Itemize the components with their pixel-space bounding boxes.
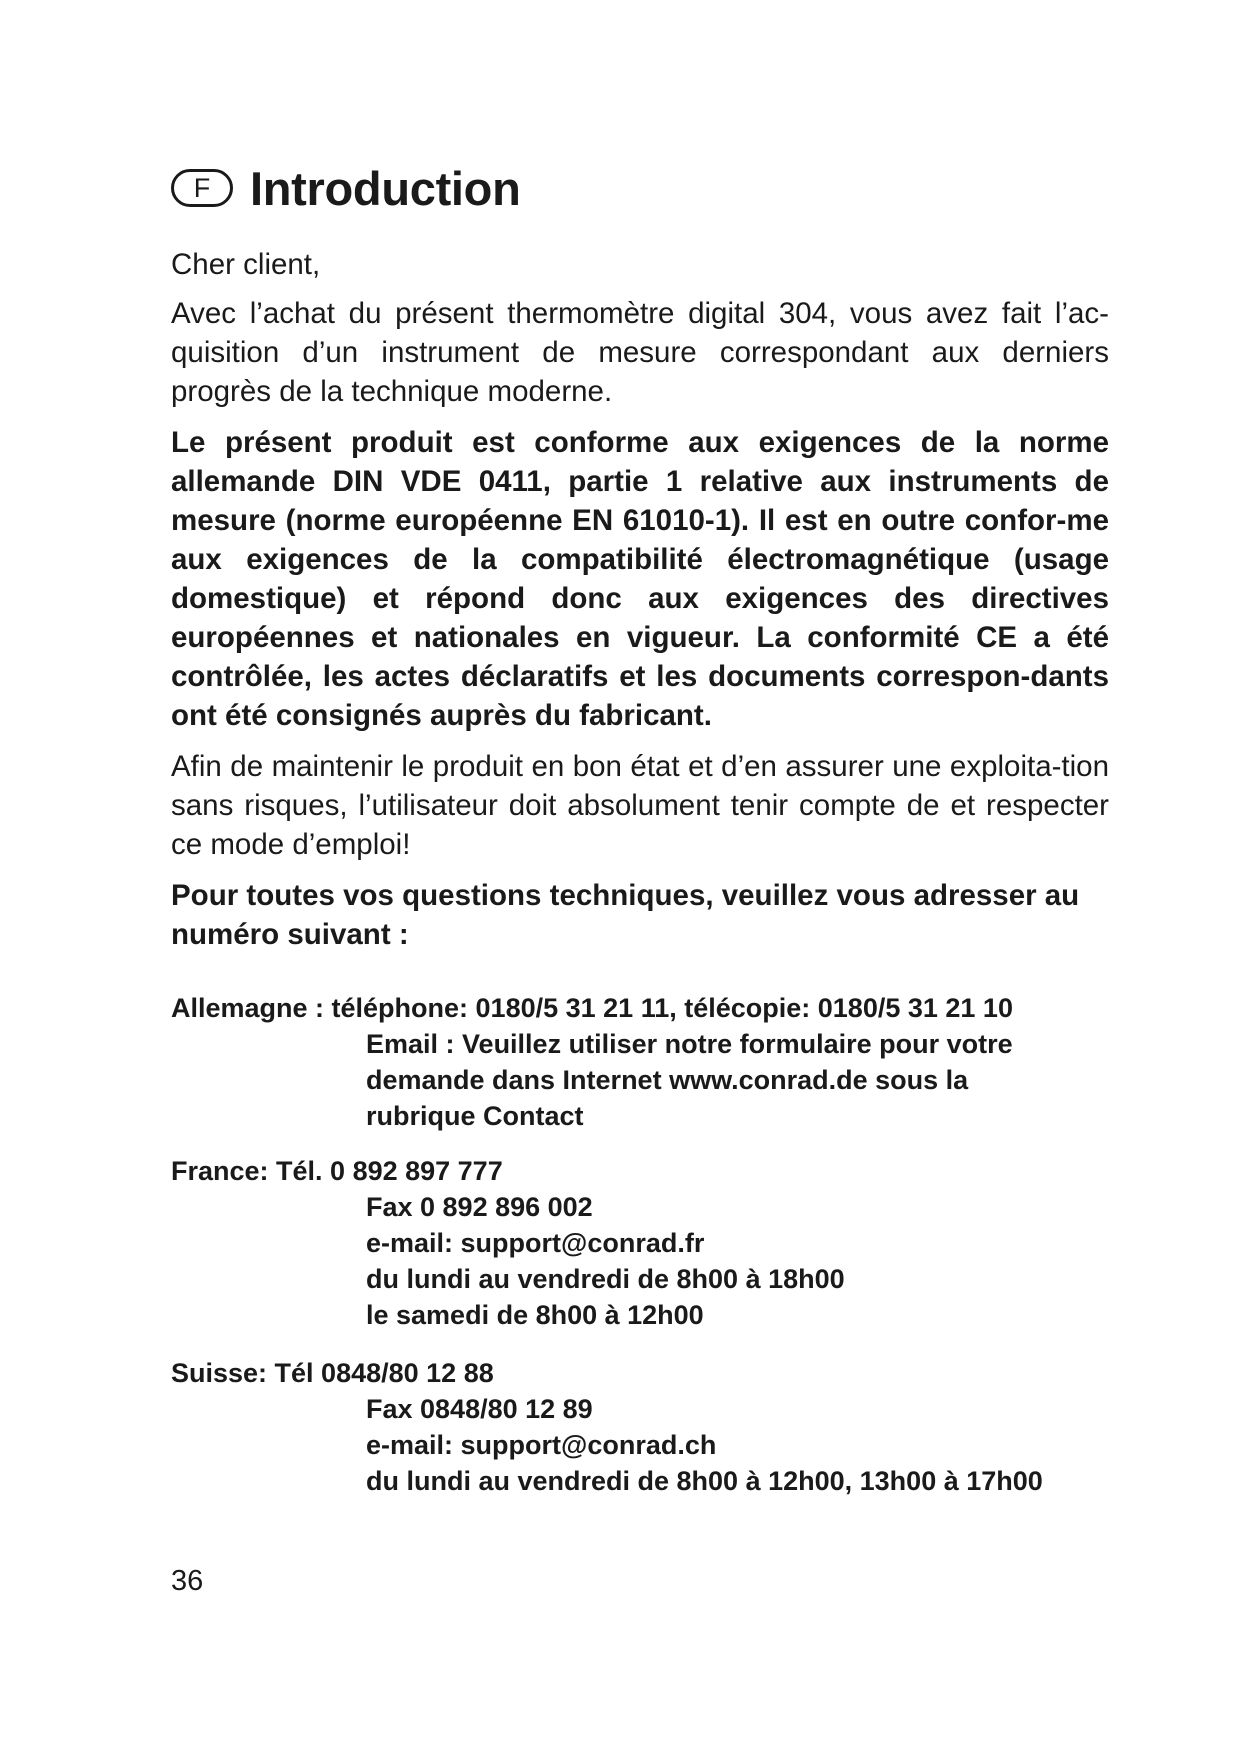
germany-web-line: demande dans Internet www.conrad.de sous la <box>366 1065 969 1095</box>
switzerland-fax: Fax 0848/80 12 89 <box>366 1394 593 1424</box>
france-email: e-mail: support@conrad.fr <box>366 1228 705 1258</box>
switzerland-email: e-mail: support@conrad.ch <box>366 1430 717 1460</box>
page-number: 36 <box>171 1565 204 1597</box>
france-saturday-hours: le samedi de 8h00 à 12h00 <box>366 1300 704 1330</box>
contact-switzerland <box>171 1355 1131 1499</box>
page-title: Introduction <box>250 161 521 215</box>
switzerland-hours: du lundi au vendredi de 8h00 à 12h00, 13h00 à 17h00 <box>366 1466 1043 1496</box>
language-badge: F <box>171 169 233 207</box>
germany-email-line: Email : Veuillez utiliser notre formulaire pour votre <box>366 1029 1013 1059</box>
salutation: Cher client, <box>171 248 321 281</box>
contact-list <box>171 990 1131 1499</box>
france-phone: France: Tél. 0 892 897 777 <box>171 1156 503 1186</box>
conformity-paragraph: Le présent produit est conforme aux exigences de la norme allemande DIN VDE 0411, partie 1 relative aux instruments de mesure (norme européenne EN 61010-1). Il est en outre confor-me aux exigences de la compatibilité électromagnétique (usage domestique) et répond donc aux exigences des directives européennes et nationales en vigueur. La conformité CE a été contrôlée, les actes déclaratifs et les documents correspon-dants ont été consignés auprès du fabricant. <box>171 426 1109 732</box>
section-heading <box>171 156 521 220</box>
france-weekday-hours: du lundi au vendredi de 8h00 à 18h00 <box>366 1264 845 1294</box>
usage-paragraph: Afin de maintenir le produit en bon état et d’en assurer une exploita-tion sans risques, l’utilisateur doit absolument tenir compte de et respecter ce mode d’emploi! <box>171 750 1109 861</box>
france-fax: Fax 0 892 896 002 <box>366 1192 593 1222</box>
contact-france <box>171 1153 1131 1333</box>
germany-contact-line: rubrique Contact <box>366 1101 584 1131</box>
germany-phone-fax: Allemagne : téléphone: 0180/5 31 21 11, télécopie: 0180/5 31 21 10 <box>171 993 1013 1023</box>
switzerland-phone: Suisse: Tél 0848/80 12 88 <box>171 1358 494 1388</box>
intro-paragraph: Avec l’achat du présent thermomètre digital 304, vous avez fait l’ac-quisition d’un instrument de mesure correspondant aux derniers progrès de la technique moderne. <box>171 297 1109 408</box>
contact-germany <box>171 990 1131 1134</box>
support-paragraph: Pour toutes vos questions techniques, veuillez vous adresser au numéro suivant : <box>171 879 1080 951</box>
